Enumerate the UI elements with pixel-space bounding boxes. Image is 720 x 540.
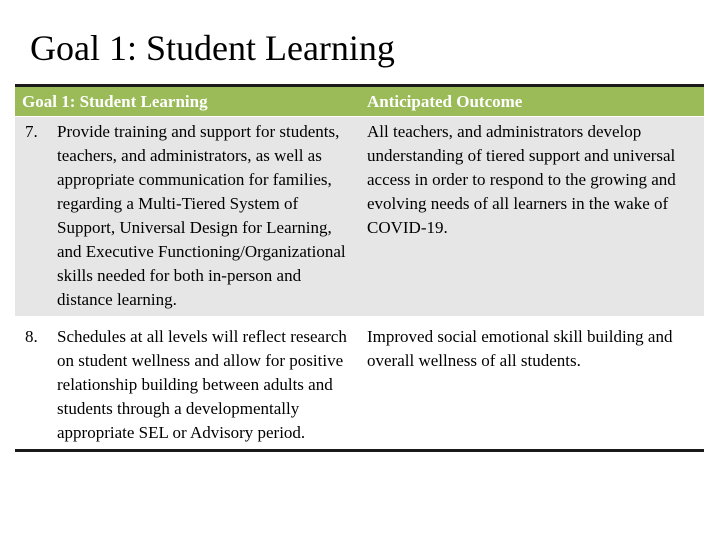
action-item bbox=[15, 120, 361, 312]
outcome-column-header: Anticipated Outcome bbox=[367, 91, 523, 111]
table-row bbox=[15, 117, 704, 316]
goal-column-header: Goal 1: Student Learning bbox=[22, 91, 208, 111]
table-row bbox=[15, 316, 704, 449]
table-header-row bbox=[15, 87, 704, 117]
item-number: 8. bbox=[25, 327, 38, 346]
outcome-text: All teachers, and administrators develop understanding of tiered support and universal access in order to respond to the growing and evolving needs of all learners in the wake of COVID-19. bbox=[367, 122, 676, 237]
goals-table bbox=[15, 84, 704, 452]
action-text: Schedules at all levels will reflect research on student wellness and allow for positive relationship building between adults and students through a developmentally appropriate SEL or Advisory period. bbox=[57, 327, 347, 442]
slide-title: Goal 1: Student Learning bbox=[30, 28, 395, 68]
action-item bbox=[15, 325, 361, 445]
action-text: Provide training and support for students, teachers, and administrators, as well as appropriate communication for families, regarding a Multi-Tiered System of Support, Universal Design for Learning, and Executive Functioning/Organizational skills needed for both in-person and distance learning. bbox=[57, 122, 346, 309]
item-number: 7. bbox=[25, 122, 38, 141]
outcome-text: Improved social emotional skill building and overall wellness of all students. bbox=[367, 327, 673, 370]
